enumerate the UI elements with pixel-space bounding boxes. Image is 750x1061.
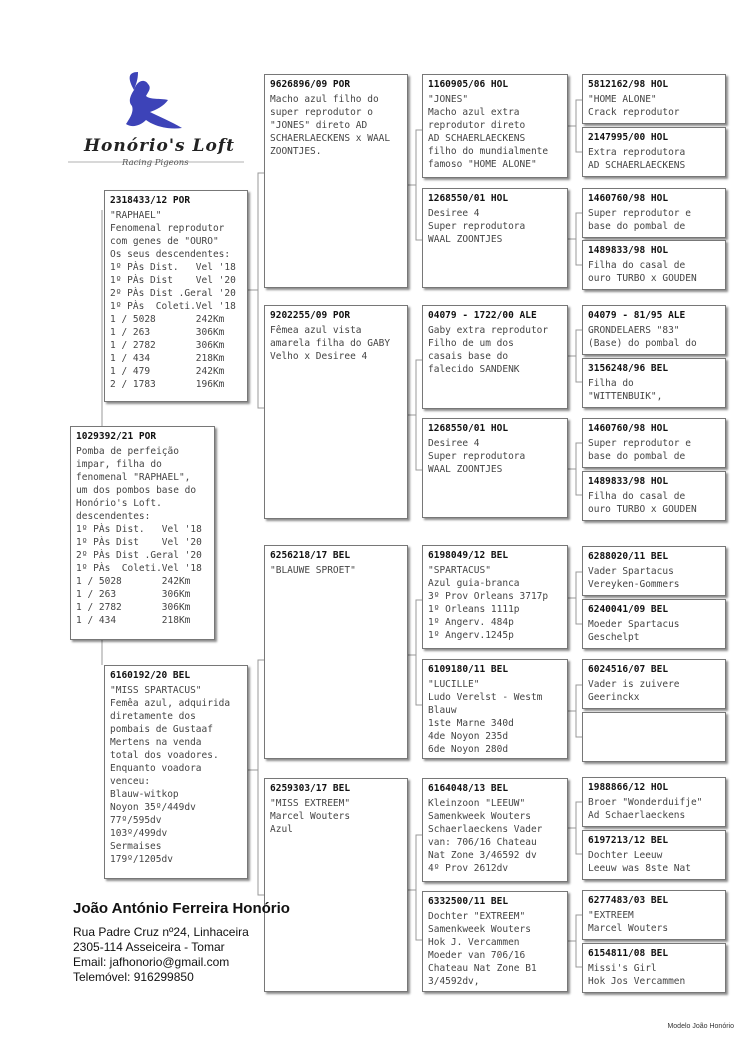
bird-info-line: Azul guia-branca [428, 578, 520, 589]
bird-info-line: van: 706/16 Chateau [428, 837, 537, 848]
bird-info-line: 3/4592dv, [428, 976, 480, 987]
bird-info-line: Marcel Wouters [588, 923, 669, 934]
sire-sire-card [264, 74, 408, 288]
ring-number: 1988866/12 HOL [588, 782, 669, 793]
bird-info-line: Super reprodutor e [588, 438, 691, 449]
bird-info-line: ZOONTJES. [270, 146, 322, 157]
bird-info-line: Geerinckx [588, 692, 640, 703]
ring-number: 6288020/11 BEL [588, 551, 669, 562]
sdd-card [422, 418, 568, 518]
ring-number: 6259303/17 BEL [270, 783, 351, 794]
ring-number: 6109180/11 BEL [428, 664, 509, 675]
bird-info-line: "LUCILLE" [428, 679, 480, 690]
bird-info-line: Fêmea azul vista [270, 325, 362, 336]
bird-info-line: Azul [270, 824, 293, 835]
bird-info-line: 2 / 1783 196Km [110, 379, 225, 390]
bird-info-line: Honório's Loft. [76, 498, 162, 509]
ring-number: 9202255/09 POR [270, 310, 351, 321]
ring-number: 04079 - 81/95 ALE [588, 310, 686, 321]
ring-number: 9626896/09 POR [270, 79, 351, 90]
ring-number: 6198049/12 BEL [428, 550, 509, 561]
bird-info-line: 179º/1205dv [110, 854, 173, 865]
bird-info-line: Fenomenal reprodutor [110, 223, 225, 234]
ring-number: 1268550/01 HOL [428, 193, 509, 204]
g4-card-14 [582, 830, 726, 880]
ring-number: 1460760/98 HOL [588, 423, 669, 434]
bird-info-line: Crack reprodutor [588, 107, 680, 118]
bird-info-line: Hok J. Vercammen [428, 937, 520, 948]
bird-info-line: descendentes: [76, 511, 151, 522]
bird-info-line: 1ste Marne 340d [428, 718, 514, 729]
bird-info-line: Marcel Wouters [270, 811, 351, 822]
bird-info-line: AD SCHAERLAECKENS [428, 133, 526, 144]
g4-card-7 [582, 418, 726, 468]
bird-info-line: 1 / 2782 306Km [76, 602, 191, 613]
bird-info-line: 1º PÀs Dist. Vel '18 [76, 524, 202, 535]
ring-number: 1489833/98 HOL [588, 476, 669, 487]
bird-info-line: "RAPHAEL" [110, 210, 162, 221]
bird-info-line: 1 / 263 306Km [76, 589, 191, 600]
owner-email: Email: jafhonorio@gmail.com [73, 955, 230, 969]
bird-info-line: "BLAUWE SPROET" [270, 565, 356, 576]
dss-card [422, 545, 568, 649]
bird-info-line: 1º PÀs Dist Vel '20 [110, 275, 236, 286]
logo-title: Honório's Loft [84, 136, 236, 156]
dds-card [422, 778, 568, 882]
ring-number: 6154811/08 BEL [588, 948, 669, 959]
bird-info-line: Leeuw was 8ste Nat [588, 863, 691, 874]
ring-number: 6197213/12 BEL [588, 835, 669, 846]
bird-info-line: 1 / 434 218Km [110, 353, 225, 364]
dsd-card [422, 659, 568, 759]
bird-info-line: casais base do [428, 351, 509, 362]
bird-info-line: "JONES" direto AD [270, 120, 368, 131]
bird-info-line: Super reprodutora [428, 451, 526, 462]
bird-info-line: ouro TURBO x GOUDEN [588, 504, 697, 515]
bird-info-line: Noyon 35º/449dv [110, 802, 196, 813]
bird-info-line: Blauw-witkop [110, 789, 179, 800]
bird-info-line: famoso "HOME ALONE" [428, 159, 537, 170]
g4-card-2 [582, 127, 726, 177]
bird-info-line: Desiree 4 [428, 208, 480, 219]
bird-info-line: reprodutor direto [428, 120, 526, 131]
g4-card-10 [582, 599, 726, 649]
bird-info-line: 1 / 434 218Km [76, 615, 191, 626]
bird-info-line: Missi's Girl [588, 963, 657, 974]
ring-number: 6160192/20 BEL [110, 670, 191, 681]
bird-info-line: Pomba de perfeição [76, 446, 179, 457]
bird-info-line: Super reprodutor e [588, 208, 691, 219]
ring-number: 6277483/03 BEL [588, 895, 669, 906]
bird-info-line: Blauw [428, 705, 457, 716]
sire-dam-card [264, 305, 408, 519]
g4-card-11 [582, 659, 726, 709]
footer-credit: Modelo João Honório [667, 1023, 734, 1030]
ring-number: 6164048/13 BEL [428, 783, 509, 794]
bird-info-line: "MISS EXTREEM" [270, 798, 351, 809]
bird-info-line: 1 / 479 242Km [110, 366, 225, 377]
bird-info-line: 1 / 5028 242Km [76, 576, 191, 587]
bird-info-line: pombais de Gustaaf [110, 724, 213, 735]
ring-number: 3156248/96 BEL [588, 363, 669, 374]
bird-info-line: "EXTREEM [588, 910, 634, 921]
bird-info-line: 1 / 263 306Km [110, 327, 225, 338]
owner-address: Rua Padre Cruz nº24, Linhaceira [73, 925, 249, 939]
bird-info-line: Dochter "EXTREEM" [428, 911, 526, 922]
ddd-card [422, 891, 568, 992]
ring-number: 1268550/01 HOL [428, 423, 509, 434]
bird-info-line: Samenkweek Wouters [428, 924, 531, 935]
bird-info-line: 1º PÀs Coleti.Vel '18 [76, 563, 202, 574]
g4-card-8 [582, 471, 726, 521]
g4-card-1 [582, 74, 726, 124]
bird-info-line: 1º Angerv. 484p [428, 617, 514, 628]
bird-info-line: Macho azul extra [428, 107, 520, 118]
bird-info-line: base do pombal de [588, 221, 686, 232]
bird-info-line: WAAL ZOONTJES [428, 464, 503, 475]
bird-info-line: AD SCHAERLAECKENS [588, 160, 686, 171]
ring-number: 1489833/98 HOL [588, 245, 669, 256]
bird-info-line: Velho x Desiree 4 [270, 351, 368, 362]
ring-number: 1160905/06 HOL [428, 79, 509, 90]
ring-number: 2318433/12 POR [110, 195, 191, 206]
bird-info-line: Hok Jos Vercammen [588, 976, 686, 987]
bird-info-line: 1º Orleans 1111p [428, 604, 520, 615]
bird-info-line: Vereyken-Gommers [588, 579, 680, 590]
bird-info-line: 1º Angerv.1245p [428, 630, 514, 641]
bird-info-line: Os seus descendentes: [110, 249, 231, 260]
ring-number: 04079 - 1722/00 ALE [428, 310, 537, 321]
bird-info-line: Nat Zone 3/46592 dv [428, 850, 537, 861]
bird-info-line: Desiree 4 [428, 438, 480, 449]
ring-number: 6256218/17 BEL [270, 550, 351, 561]
bird-info-line: Chateau Nat Zone B1 [428, 963, 537, 974]
bird-info-line: impar, filha do [76, 459, 162, 470]
g4-card-6 [582, 358, 726, 408]
bird-info-line: 1 / 5028 242Km [110, 314, 225, 325]
bird-info-line: WAAL ZOONTJES [428, 234, 503, 245]
bird-info-line: GRONDELAERS "83" [588, 325, 680, 336]
bird-info-line: filho do mundialmente [428, 146, 549, 157]
g4-card-9 [582, 546, 726, 596]
bird-info-line: venceu: [110, 776, 151, 787]
bird-info-line: Femêa azul, adquirida [110, 698, 231, 709]
sds-card [422, 305, 568, 409]
bird-info-line: Mertens na venda [110, 737, 202, 748]
g4-card-12 [582, 712, 726, 762]
bird-info-line: "SPARTACUS" [428, 565, 491, 576]
bird-info-line: SCHAERLAECKENS x WAAL [270, 133, 391, 144]
dam-sire-card [264, 545, 408, 759]
main-bird-card [70, 426, 215, 640]
bird-info-line: ouro TURBO x GOUDEN [588, 273, 697, 284]
bird-info-line: 2º PÀs Dist .Geral '20 [76, 550, 202, 561]
g4-card-4 [582, 240, 726, 290]
ring-number: 1029392/21 POR [76, 431, 157, 442]
bird-info-line: Moeder van 706/16 [428, 950, 526, 961]
bird-info-line: Extra reprodutora [588, 147, 686, 158]
bird-info-line: falecido SANDENK [428, 364, 520, 375]
bird-info-line: com genes de "OURO" [110, 236, 219, 247]
bird-info-line: 1º PÀs Dist Vel '20 [76, 537, 202, 548]
ring-number: 6024516/07 BEL [588, 664, 669, 675]
bird-info-line: super reprodutor o [270, 107, 373, 118]
bird-info-line: 6de Noyon 280d [428, 744, 509, 755]
bird-info-line: Broer "Wonderduifje" [588, 797, 703, 808]
bird-info-line: total dos voadores. [110, 750, 219, 761]
bird-info-line: diretamente dos [110, 711, 196, 722]
bird-info-line: (Base) do pombal do [588, 338, 697, 349]
ssd-card [422, 188, 568, 288]
bird-info-line: amarela filha do GABY [270, 338, 391, 349]
bird-info-line: 1 / 2782 306Km [110, 340, 225, 351]
bird-info-line: Super reprodutora [428, 221, 526, 232]
bird-info-line: Enquanto voadora [110, 763, 202, 774]
g4-card-13 [582, 777, 726, 827]
ring-number: 5812162/98 HOL [588, 79, 669, 90]
bird-info-line: 2º PÀs Dist .Geral '20 [110, 288, 236, 299]
bird-info-line: Kleinzoon "LEEUW" [428, 798, 526, 809]
bird-info-line: "WITTENBUIK", [588, 391, 663, 402]
g4-card-3 [582, 188, 726, 238]
owner-postcode: 2305-114 Asseiceira - Tomar [73, 940, 225, 954]
bird-info-line: Samenkweek Wouters [428, 811, 531, 822]
dam-card [104, 665, 248, 879]
bird-info-line: 4de Noyon 235d [428, 731, 509, 742]
owner-name: João António Ferreira Honório [73, 900, 290, 917]
ring-number: 1460760/98 HOL [588, 193, 669, 204]
sire-card [104, 190, 248, 402]
bird-info-line: Filha do [588, 378, 634, 389]
bird-info-line: um dos pombos base do [76, 485, 197, 496]
bird-info-line: Schaerlaeckens Vader [428, 824, 543, 835]
logo [68, 70, 248, 178]
bird-info-line: Sermaises [110, 841, 162, 852]
owner-phone: Telemóvel: 916299850 [73, 970, 194, 984]
bird-info-line: Ad Schaerlaeckens [588, 810, 686, 821]
bird-info-line: Geschelpt [588, 632, 640, 643]
bird-info-line: Gaby extra reprodutor [428, 325, 549, 336]
bird-info-line: fenomenal "RAPHAEL", [76, 472, 191, 483]
bird-info-line: Macho azul filho do [270, 94, 379, 105]
bird-info-line: Moeder Spartacus [588, 619, 680, 630]
g4-card-15 [582, 890, 726, 940]
bird-info-line: 1º PÀs Coleti.Vel '18 [110, 301, 236, 312]
bird-info-line: Filha do casal de [588, 260, 686, 271]
bird-info-line: Vader Spartacus [588, 566, 674, 577]
sss-card [422, 74, 568, 178]
ring-number: 6332500/11 BEL [428, 896, 509, 907]
bird-info-line: Filho de um dos [428, 338, 514, 349]
g4-card-16 [582, 943, 726, 993]
bird-info-line: 103º/499dv [110, 828, 168, 839]
g4-card-5 [582, 305, 726, 355]
bird-info-line: Dochter Leeuw [588, 850, 663, 861]
bird-info-line: Filha do casal de [588, 491, 686, 502]
bird-info-line: Ludo Verelst - Westm [428, 692, 543, 703]
bird-info-line: "HOME ALONE" [588, 94, 657, 105]
bird-info-line: 4º Prov 2612dv [428, 863, 509, 874]
bird-info-line: "JONES" [428, 94, 469, 105]
ring-number: 2147995/00 HOL [588, 132, 669, 143]
bird-info-line: 1º PÀs Dist. Vel '18 [110, 262, 236, 273]
ring-number: 6240041/09 BEL [588, 604, 669, 615]
bird-info-line: "MISS SPARTACUS" [110, 685, 202, 696]
bird-info-line: 77º/595dv [110, 815, 162, 826]
logo-subtitle: Racing Pigeons [122, 158, 189, 168]
bird-info-line: 3º Prov Orleans 3717p [428, 591, 549, 602]
bird-info-line: Vader is zuivere [588, 679, 680, 690]
owner-info [73, 900, 290, 985]
bird-info-line: base do pombal de [588, 451, 686, 462]
